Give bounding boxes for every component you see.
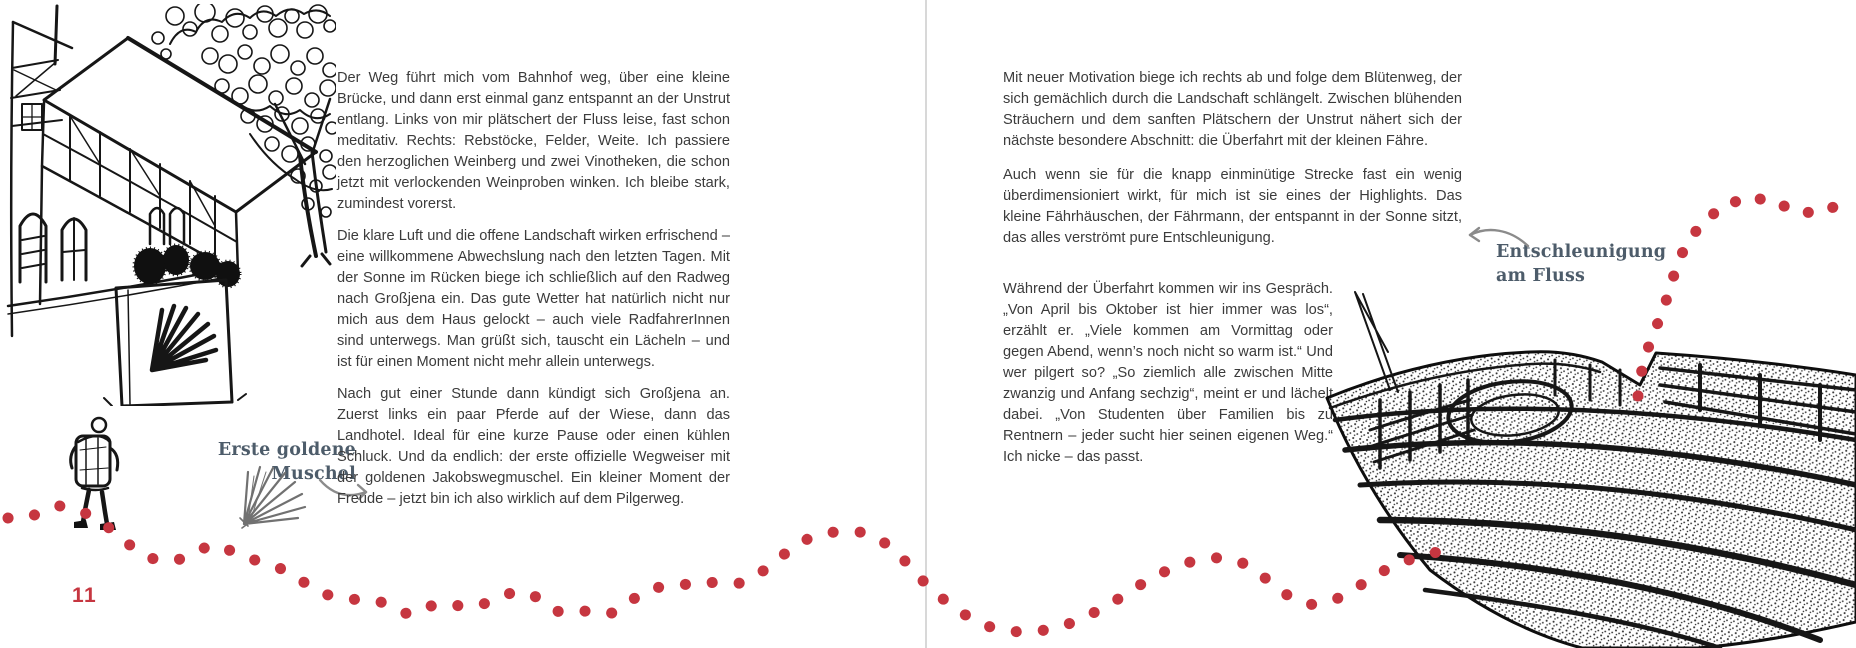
paragraph: Nach gut einer Stunde dann kündigt sich Großjena an. Zuerst links ein paar Pferde auf der Wiese, dann das Landhotel. Ideal für eine kurze Pause oder einen kühlen Schluck. Und da endlich: der erste offizielle Wegweiser mit der goldenen Jakobswegmuschel. Ein kleiner Moment der Freude – jetzt bin ich also wirklich auf dem Pilgerweg. [337,386,730,507]
caption-line: am Fluss [1496,266,1586,286]
caption-line: Muschel [271,464,356,484]
page-number: 11 [72,584,98,607]
paragraph: Mit neuer Motivation biege ich rechts ab und folge dem Blütenweg, der sich gemächlich durch die Landschaft schlängelt. Zwischen blühenden Sträuchern und dem sanften Plätschern der Unstrut nähert sich der nächste besondere Abschnitt: die Überfahrt mit der kleinen Fähre. [1003,70,1462,149]
caption-line: Entschleunigung [1496,242,1667,262]
paragraph: Auch wenn sie für die knapp einminütige Strecke fast ein wenig überdimensioniert wirkt, für mich ist sie eines der Highlights. Das kleine Fährhäuschen, der Fährmann, der entspannt in der Sonne sitzt, das alles verströmt pure Entschleunigung. [1003,167,1462,246]
paragraph: Während der Überfahrt kommen wir ins Gespräch. „Von April bis Oktober ist hier immer was los“, erzählt er. „Viele kommen am Vormittag oder gegen Abend, wenn’s noch nicht so warm ist.“ Und wer pilgert so? „So ziemlich alle zwischen Mitte zwanzig und Anfang sechzig“, meint er und lächelt dabei. „Von Studenten über Familien bis zu Rentnern – jeder sucht hier seinen eigenen Weg.“ Ich nicke – das passt. [1003,281,1333,465]
caption-line: Erste goldene [217,440,356,460]
paragraph: Die klare Luft und die offene Landschaft wirken erfrischend – eine willkommene Abwechslung nach den letzten Tagen. Mit der Sonne im Rücken biege ich schließlich auf den Radweg nach Großjena ein. Das gute Wetter hat natürlich nicht nur mich aus dem Haus gelockt – auch viele RadfahrerInnen sind unterwegs. Man grüßt sich, tauscht ein Lächeln – und ist für einen Moment nicht mehr allein unterwegs. [337,228,730,370]
paragraph: Der Weg führt mich vom Bahnhof weg, über eine kleine Brücke, und dann erst einmal ganz entspannt an der Unstrut entlang. Links von mir plätschert der Fluss leise, fast schon meditativ. Rechts: Rebstöcke, Felder, Weite. Ich passiere den herzoglichen Weinberg und zwei Vinotheken, die schon jetzt mit verlockenden Weinproben winken. Ich bleibe stark, zumindest vorerst. [337,70,730,212]
